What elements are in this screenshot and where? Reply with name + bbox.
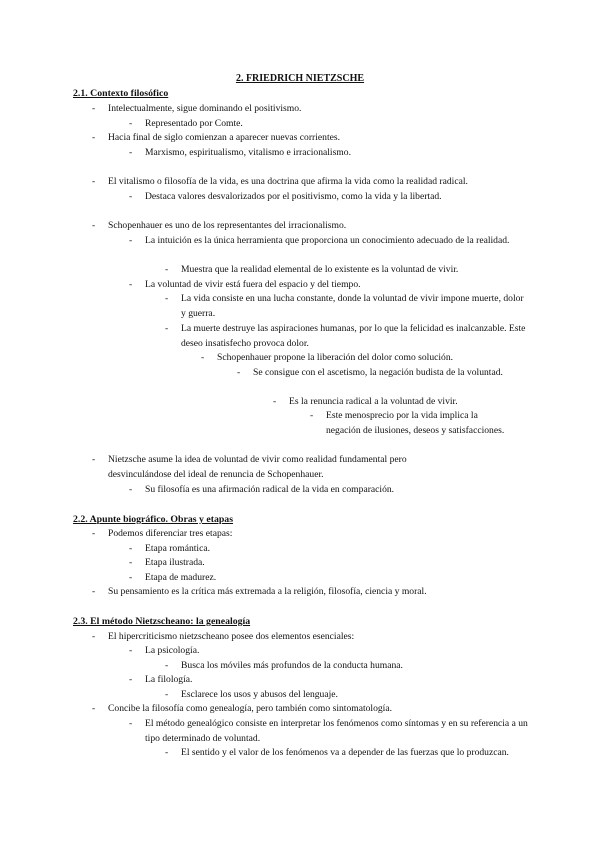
bullet-dash: - (165, 264, 169, 275)
list-item-text: La intuición es la única herramienta que proporciona un conocimiento adecuado de la realidad. (145, 235, 510, 246)
document-title: 2. FRIEDRICH NIETZSCHE (235, 73, 365, 84)
list-item (92, 219, 530, 234)
section-heading-contexto: 2.1. Contexto filosófico (73, 88, 169, 99)
list-item-text: La muerte destruye las aspiraciones humanas, por lo que la felicidad es inalcanzable. Este deseo insatisfecho provoca dolor. (181, 323, 526, 349)
bullet-dash: - (165, 323, 169, 334)
bullet-dash: - (92, 220, 96, 231)
list-item-text: Intelectualmente, sigue dominando el positivismo. (108, 103, 302, 114)
bullet-dash: - (201, 352, 205, 363)
list-item (129, 556, 530, 571)
list-item-text: Nietzsche asume la idea de voluntad de vivir como realidad fundamental pero desvinculándose del ideal de renuncia de Schopenhauer. (108, 454, 407, 480)
list-item-text: Etapa ilustrada. (145, 557, 205, 568)
list-item-text: Representado por Comte. (145, 118, 243, 129)
list-item-text: Marxismo, espiritualismo, vitalismo e irracionalismo. (145, 147, 351, 158)
list-item-text: La vida consiste en una lucha constante, donde la voluntad de vivir impone muerte, dolor y guerra. (181, 293, 524, 319)
bullet-dash: - (165, 689, 169, 700)
bullet-dash: - (129, 484, 133, 495)
list-item-text: El sentido y el valor de los fenómenos va a depender de las fuerzas que lo produzcan. (181, 747, 509, 758)
list-item (129, 234, 530, 249)
list-item-text: Se consigue con el ascetismo, la negación budista de la voluntad. (253, 367, 503, 378)
list-item (92, 453, 460, 482)
list-item (129, 190, 530, 205)
bullet-dash: - (129, 572, 133, 583)
bullet-dash: - (92, 703, 96, 714)
list-item-text: Es la renuncia radical a la voluntad de vivir. (289, 396, 458, 407)
bullet-dash: - (92, 631, 96, 642)
list-item-text: El vitalismo o filosofía de la vida, es una doctrina que afirma la vida como la realidad radical. (108, 176, 468, 187)
bullet-dash: - (92, 528, 96, 539)
list-item-text: Etapa romántica. (145, 543, 210, 554)
list-item-text: Schopenhauer propone la liberación del dolor como solución. (217, 352, 454, 363)
list-item (165, 292, 530, 321)
list-item-text: El hipercriticismo nietzscheano posee dos elementos esenciales: (108, 631, 355, 642)
section-heading-apunte: 2.2. Apunte biográfico. Obras y etapas (73, 514, 234, 525)
list-item (129, 644, 530, 659)
list-item (165, 659, 530, 674)
bullet-dash: - (129, 191, 133, 202)
bullet-dash: - (129, 147, 133, 158)
section-heading-metodo: 2.3. El método Nietzscheano: la genealogía (73, 616, 251, 627)
bullet-dash: - (129, 118, 133, 129)
list-item (92, 630, 530, 645)
list-item (310, 409, 510, 438)
list-item (129, 673, 530, 688)
bullet-dash: - (129, 235, 133, 246)
list-item (165, 746, 530, 761)
bullet-dash: - (165, 660, 169, 671)
list-item (165, 322, 530, 351)
bullet-dash: - (310, 410, 314, 421)
list-item (201, 351, 530, 366)
list-item-text: La psicología. (145, 645, 200, 656)
bullet-dash: - (165, 293, 169, 304)
list-item (92, 585, 530, 600)
list-item-text: El método genealógico consiste en interpretar los fenómenos como síntomas y en su referencia a un tipo determinado de voluntad. (145, 718, 528, 744)
bullet-dash: - (129, 279, 133, 290)
list-item (92, 102, 530, 117)
bullet-dash: - (129, 543, 133, 554)
bullet-dash: - (129, 718, 133, 729)
list-item-text: Schopenhauer es uno de los representantes del irracionalismo. (108, 220, 347, 231)
list-item-text: Esclarece los usos y abusos del lenguaje. (181, 689, 338, 700)
list-item-text: Su pensamiento es la crítica más extremada a la religión, filosofía, ciencia y moral. (108, 586, 427, 597)
bullet-dash: - (92, 103, 96, 114)
bullet-dash: - (92, 586, 96, 597)
list-item-text: Busca los móviles más profundos de la conducta humana. (181, 660, 403, 671)
list-item (92, 131, 530, 146)
list-item-text: Hacia final de siglo comienzan a aparecer nuevas corrientes. (108, 132, 340, 143)
list-item (129, 278, 530, 293)
list-item (129, 483, 530, 498)
list-item-text: La voluntad de vivir está fuera del espacio y del tiempo. (145, 279, 361, 290)
list-item (92, 175, 530, 190)
list-item-text: Podemos diferenciar tres etapas: (108, 528, 233, 539)
bullet-dash: - (92, 176, 96, 187)
list-item (92, 702, 530, 717)
list-item (129, 571, 530, 586)
bullet-dash: - (129, 645, 133, 656)
list-item (165, 263, 530, 278)
bullet-dash: - (237, 367, 241, 378)
list-item (92, 527, 530, 542)
list-item-text: La filología. (145, 674, 193, 685)
list-item-text: Este menosprecio por la vida implica la negación de ilusiones, deseos y satisfacciones. (326, 410, 505, 436)
list-item (237, 366, 530, 381)
list-item-text: Su filosofía es una afirmación radical de la vida en comparación. (145, 484, 395, 495)
list-item-text: Concibe la filosofía como genealogía, pero también como sintomatología. (108, 703, 393, 714)
bullet-dash: - (273, 396, 277, 407)
bullet-dash: - (92, 132, 96, 143)
list-item (165, 688, 530, 703)
list-item (129, 542, 530, 557)
list-item-text: Etapa de madurez. (145, 572, 217, 583)
list-item (129, 717, 530, 746)
list-item (129, 146, 530, 161)
bullet-dash: - (129, 557, 133, 568)
list-item (273, 395, 530, 410)
bullet-dash: - (129, 674, 133, 685)
list-item (129, 117, 530, 132)
bullet-dash: - (92, 454, 96, 465)
list-item-text: Destaca valores desvalorizados por el positivismo, como la vida y la libertad. (145, 191, 442, 202)
list-item-text: Muestra que la realidad elemental de lo existente es la voluntad de vivir. (181, 264, 459, 275)
bullet-dash: - (165, 747, 169, 758)
